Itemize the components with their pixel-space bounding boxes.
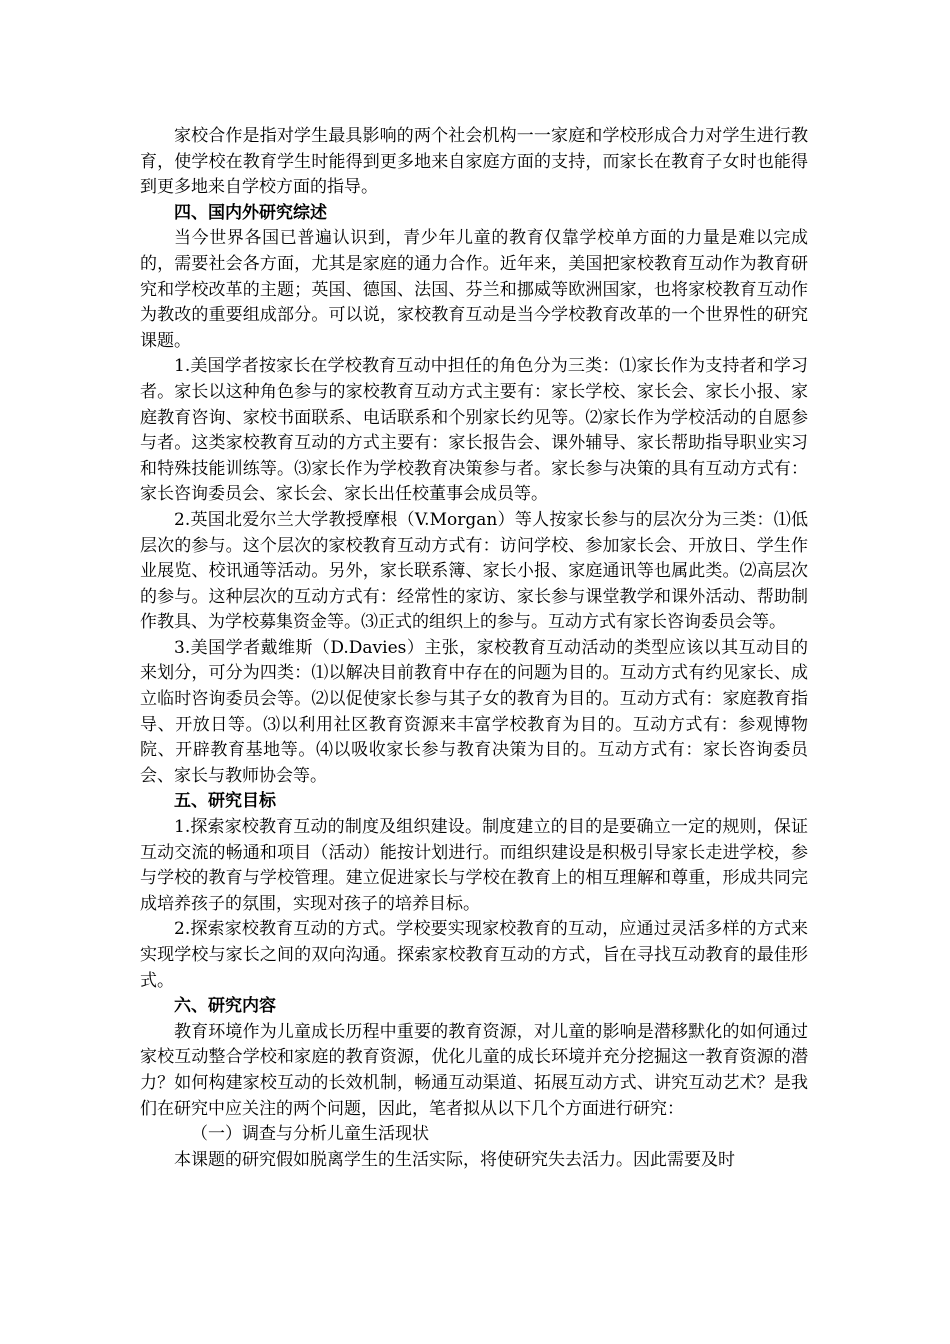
paragraph-goal-methods: 2.探索家校教育互动的方式。学校要实现家校教育的互动，应通过灵活多样的方式来实现学校与家长之间的双向沟通。探索家校教育互动的方式，旨在寻找互动教育的最佳形式。 xyxy=(140,919,808,991)
heading-research-goals: 五、研究目标 xyxy=(174,791,276,812)
paragraph-home-school-definition: 家校合作是指对学生最具影响的两个社会机构一一家庭和学校形成合力对学生进行教育，使学校在教育学生时能得到更多地来自家庭方面的支持，而家长在教育子女时也能得到更多地来自学校方面的指导。 xyxy=(140,126,808,198)
paragraph-davies-types: 3.美国学者戴维斯（D.Davies）主张，家校教育互动活动的类型应该以其互动目的来划分，可分为四类：⑴以解决目前教育中存在的问题为目的。互动方式有约见家长、成立临时咨询委员会等。⑵以促使家长参与其子女的教育为目的。互动方式有：家庭教育指导、开放日等。⑶以利用社区教育资源来丰富学校教育为目的。互动方式有：参观博物院、开辟教育基地等。⑷以吸收家长参与教育决策为目的。互动方式有：家长咨询委员会、家长与教师协会等。 xyxy=(140,637,808,786)
subheading-survey: （一）调查与分析儿童生活现状 xyxy=(191,1124,429,1145)
paragraph-goal-system: 1.探索家校教育互动的制度及组织建设。制度建立的目的是要确立一定的规则，保证互动交流的畅通和项目（活动）能按计划进行。而组织建设是积极引导家长走进学校，参与学校的教育与学校管理。建立促进家长与学校在教育上的相互理解和尊重，形成共同完成培养孩子的氛围，实现对孩子的培养目标。 xyxy=(140,817,808,914)
paragraph-us-roles: 1.美国学者按家长在学校教育互动中担任的角色分为三类：⑴家长作为支持者和学习者。家长以这种角色参与的家校教育互动方式主要有：家长学校、家长会、家长小报、家庭教育咨询、家校书面联系、电话联系和个别家长约见等。⑵家长作为学校活动的自愿参与者。这类家校教育互动的方式主要有：家长报告会、课外辅导、家长帮助指导职业实习和特殊技能训练等。⑶家长作为学校教育决策参与者。家长参与决策的具有互动方式有：家长咨询委员会、家长会、家长出任校董事会成员等。 xyxy=(140,356,808,505)
paragraph-global-consensus: 当今世界各国已普遍认识到，青少年儿童的教育仅靠学校单方面的力量是难以完成的，需要社会各方面，尤其是家庭的通力合作。近年来，美国把家校教育互动作为教育研究和学校改革的主题；英国、德国、法国、芬兰和挪威等欧洲国家，也将家校教育互动作为教改的重要组成部分。可以说，家校教育互动是当今学校教育改革的一个世界性的研究课题。 xyxy=(140,228,808,351)
paragraph-survey-start: 本课题的研究假如脱离学生的生活实际，将使研究失去活力。因此需要及时 xyxy=(174,1149,735,1170)
heading-research-content: 六、研究内容 xyxy=(174,996,276,1017)
paragraph-uk-levels: 2.英国北爱尔兰大学教授摩根（V.Morgan）等人按家长参与的层次分为三类：⑴低层次的参与。这个层次的家校教育互动方式有：访问学校、参加家长会、开放日、学生作业展览、校讯通等活动。另外，家长联系簿、家长小报、家庭通讯等也属此类。⑵高层次的参与。这种层次的互动方式有：经常性的家访、家长参与课堂教学和课外活动、帮助制作教具、为学校募集资金等。⑶正式的组织上的参与。互动方式有家长咨询委员会等。 xyxy=(140,509,808,633)
document-body xyxy=(140,124,808,1173)
heading-literature-review: 四、国内外研究综述 xyxy=(174,202,327,223)
paragraph-content-intro: 教育环境作为儿童成长历程中重要的教育资源，对儿童的影响是潜移默化的如何通过家校互动整合学校和家庭的教育资源，优化儿童的成长环境并充分挖掘这一教育资源的潜力？如何构建家校互动的长效机制，畅通互动渠道、拓展互动方式、讲究互动艺术？是我们在研究中应关注的两个问题，因此，笔者拟从以下几个方面进行研究： xyxy=(140,1021,808,1119)
